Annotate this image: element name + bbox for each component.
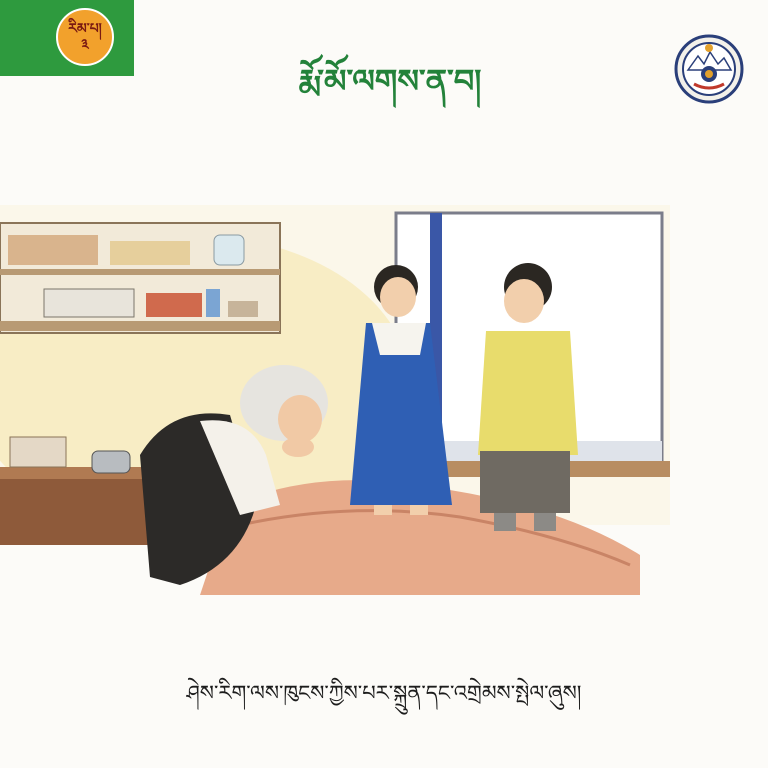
page-title: རྨོ་མོ་ལགས་ན་བ། — [298, 62, 482, 100]
story-illustration — [0, 205, 670, 605]
level-banner — [0, 0, 134, 76]
level-number: ༣ — [81, 37, 89, 53]
publisher-caption: ཤེས་རིག་ལས་ཁུངས་ཀྱིས་པར་སྐྲུན་དང་འགྲེམས་སྤེལ་ཞུས། — [186, 681, 582, 705]
level-label: རིམ་པ། — [68, 21, 102, 37]
tibetan-administration-emblem-icon — [674, 34, 744, 104]
level-badge — [56, 8, 114, 66]
